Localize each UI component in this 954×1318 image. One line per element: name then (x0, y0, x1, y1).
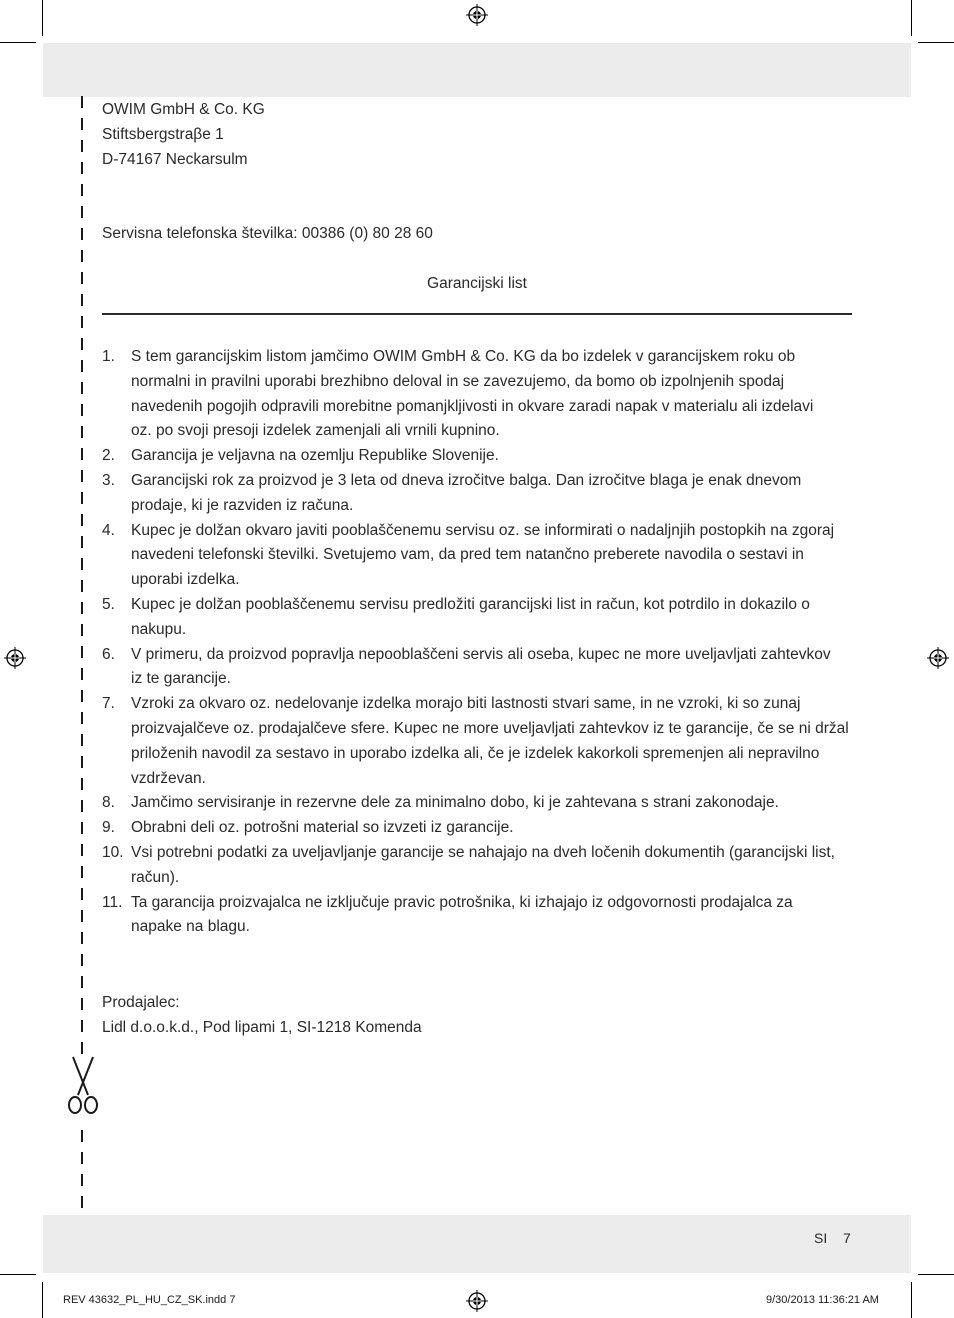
cut-line-dash (81, 492, 83, 504)
cut-line-dash (81, 1196, 83, 1208)
list-item-text: Vzroki za okvaro oz. nedelovanje izdelka morajo biti lastnosti stvari same, in ne vzroki, ki so zunaj (131, 695, 801, 713)
list-item-text: Ta garancija proizvajalca ne izključuje pravic potrošnika, ki izhajajo iz odgovornosti prodajalca za (131, 893, 793, 911)
cut-line-dash (81, 602, 83, 614)
page-number: 7 (843, 1230, 851, 1246)
list-item-text: normalni in pravilni uporabi brezhibno deloval in se zavezujemo, da bomo ob izpolnjenih spodaj (131, 372, 785, 390)
document-title: Garancijski list (427, 275, 527, 292)
crop-mark (0, 42, 36, 43)
cut-line-dash (81, 206, 83, 218)
crop-mark (42, 0, 43, 36)
list-item-text: napake na blagu. (131, 918, 250, 936)
list-item (102, 891, 862, 941)
slug-datetime: 9/30/2013 11:36:21 AM (766, 1294, 879, 1306)
registration-mark-icon (466, 4, 488, 26)
cut-line-dash (81, 514, 83, 526)
seller-address: Lidl d.o.o.k.d., Pod lipami 1, SI-1218 Komenda (102, 1019, 422, 1036)
list-item (102, 444, 862, 469)
list-item (102, 791, 862, 816)
list-item-number: 10. (102, 843, 124, 861)
list-item-number: 6. (102, 645, 115, 663)
list-item-text: V primeru, da proizvod popravlja nepooblaščeni servis ali oseba, kupec ne more uveljavljati zahtevkov (131, 645, 831, 663)
crop-mark (42, 1282, 43, 1318)
list-item-text: navedeni telefonski številki. Svetujemo vam, da pred tem natančno preberete navodila o sestavi in (131, 546, 804, 564)
list-item-number: 3. (102, 471, 115, 489)
cut-line-dash (81, 470, 83, 482)
list-item-text: oz. po svoji presoji izdelek zamenjali ali vrnili kupnino. (131, 422, 500, 440)
cut-line-dash (81, 1020, 83, 1032)
cut-line-dash (81, 448, 83, 460)
cut-line-dash (81, 1174, 83, 1186)
cut-line-dash (81, 360, 83, 372)
cut-line-dash (81, 1152, 83, 1164)
list-item-number: 4. (102, 521, 115, 539)
company-name: OWIM GmbH & Co. KG (102, 101, 265, 118)
list-item-text: navedenih pogojih odpravili morebitne pomanjkljivosti in okvare zaradi napak v materialu ali izdelavi (131, 397, 814, 415)
cut-line-dash (81, 184, 83, 196)
cut-line-dash (81, 910, 83, 922)
seller-label: Prodajalec: (102, 994, 180, 1011)
cut-line-dash (81, 426, 83, 438)
header-band (43, 43, 911, 97)
registration-mark-icon (466, 1290, 488, 1312)
cut-line-dash (81, 646, 83, 658)
cut-line-dash (81, 580, 83, 592)
list-item (102, 841, 862, 891)
footer-band (43, 1215, 911, 1273)
cut-line-dash (81, 228, 83, 240)
list-item-text: vzdrževan. (131, 769, 206, 787)
cut-line-dash (81, 140, 83, 152)
cut-line-dash (81, 404, 83, 416)
list-item-text: Kupec je dolžan okvaro javiti pooblaščenemu servisu oz. se informirati o nadaljnjih postopkih na zgoraj (131, 521, 835, 539)
footer-language: SI (814, 1230, 828, 1246)
cut-line-dash (81, 536, 83, 548)
list-item-text: Jamčimo servisiranje in rezervne dele za minimalno dobo, ki je zahtevana s strani zakonodaje. (131, 794, 779, 812)
cut-line-dash (81, 690, 83, 702)
list-item-text: Kupec je dolžan pooblaščenemu servisu predložiti garancijski list in račun, kot potrdilo in dokazilo o (131, 595, 810, 613)
cut-line-dash (81, 338, 83, 350)
list-item-text: prodaje, ki je razviden iz računa. (131, 496, 354, 514)
cut-line-dash (81, 866, 83, 878)
cut-line-dash (81, 382, 83, 394)
cut-line-dash (81, 668, 83, 680)
company-street: Stiftsbergstraβe 1 (102, 126, 224, 143)
list-item (102, 593, 862, 643)
registration-mark-icon (927, 647, 949, 669)
list-item (102, 519, 862, 593)
crop-mark (911, 0, 912, 36)
list-item-number: 8. (102, 794, 115, 812)
list-item-number: 5. (102, 595, 115, 613)
list-item-text: uporabi izdelka. (131, 571, 240, 589)
list-item-number: 9. (102, 819, 115, 837)
cut-line-dash (81, 712, 83, 724)
company-city: D-74167 Neckarsulm (102, 151, 248, 168)
list-item (102, 469, 862, 519)
cut-line-dash (81, 756, 83, 768)
list-item-number: 11. (102, 893, 123, 911)
cut-line-dash (81, 558, 83, 570)
list-item-text: iz te garancije. (131, 670, 231, 688)
registration-mark-icon (4, 647, 26, 669)
cut-line-dash (81, 1130, 83, 1142)
list-item-number: 2. (102, 447, 115, 465)
list-item-text: nakupu. (131, 620, 187, 638)
list-item-number: 1. (102, 348, 115, 365)
list-item (102, 816, 862, 841)
list-item-text: proizvajalčeve oz. prodajalčeve sfere. Kupec ne more uveljavljati zahtevkov iz te garancije, če se ni držal (131, 719, 849, 737)
cut-line-dash (81, 844, 83, 856)
crop-mark (918, 1274, 954, 1275)
list-item-text: Garancijski rok za proizvod je 3 leta od dneva izročitve balga. Dan izročitve blaga je enak dnevom (131, 471, 802, 489)
service-phone: Servisna telefonska številka: 00386 (0) 80 28 60 (102, 225, 433, 242)
scissors-icon (66, 1055, 100, 1117)
cut-line-dash (81, 96, 83, 108)
cut-line-dash (81, 778, 83, 790)
cut-line-dash (81, 888, 83, 900)
cut-line-dash (81, 954, 83, 966)
cut-line-dash (81, 800, 83, 812)
cut-line-dash (81, 118, 83, 130)
crop-mark (0, 1274, 36, 1275)
slug-filename: REV 43632_PL_HU_CZ_SK.indd 7 (63, 1294, 236, 1306)
list-item (102, 692, 862, 791)
cut-line-dash (81, 932, 83, 944)
cut-line-dash (81, 250, 83, 262)
cut-line-dash (81, 624, 83, 636)
warranty-terms-list (102, 345, 862, 940)
cut-line-dash (81, 734, 83, 746)
crop-mark (918, 42, 954, 43)
cut-line-dash (81, 316, 83, 328)
title-divider (102, 313, 852, 315)
cut-line-dash (81, 822, 83, 834)
list-item (102, 345, 862, 444)
cut-line-dash (81, 976, 83, 988)
list-item-number: 7. (102, 695, 115, 713)
list-item-text: račun). (131, 868, 180, 886)
list-item-text: Obrabni deli oz. potrošni material so izvzeti iz garancije. (131, 819, 514, 837)
cut-line-dash (81, 998, 83, 1010)
list-item-text: Garancija je veljavna na ozemlju Republike Slovenije. (131, 447, 499, 465)
list-item-text: S tem garancijskim listom jamčimo OWIM GmbH & Co. KG da bo izdelek v garancijskem roku ob (131, 348, 796, 365)
cut-line-dash (81, 162, 83, 174)
crop-mark (911, 1282, 912, 1318)
cut-line-dash (81, 1042, 83, 1054)
list-item (102, 643, 862, 693)
list-item-text: Vsi potrebni podatki za uveljavljanje garancije se nahajajo na dveh ločenih dokumentih (garancijski list, (131, 843, 835, 861)
list-item-text: priloženih navodil za sestavo in uporabo izdelka ali, če je izdelek kakorkoli spremenjen ali nepravilno (131, 744, 820, 762)
